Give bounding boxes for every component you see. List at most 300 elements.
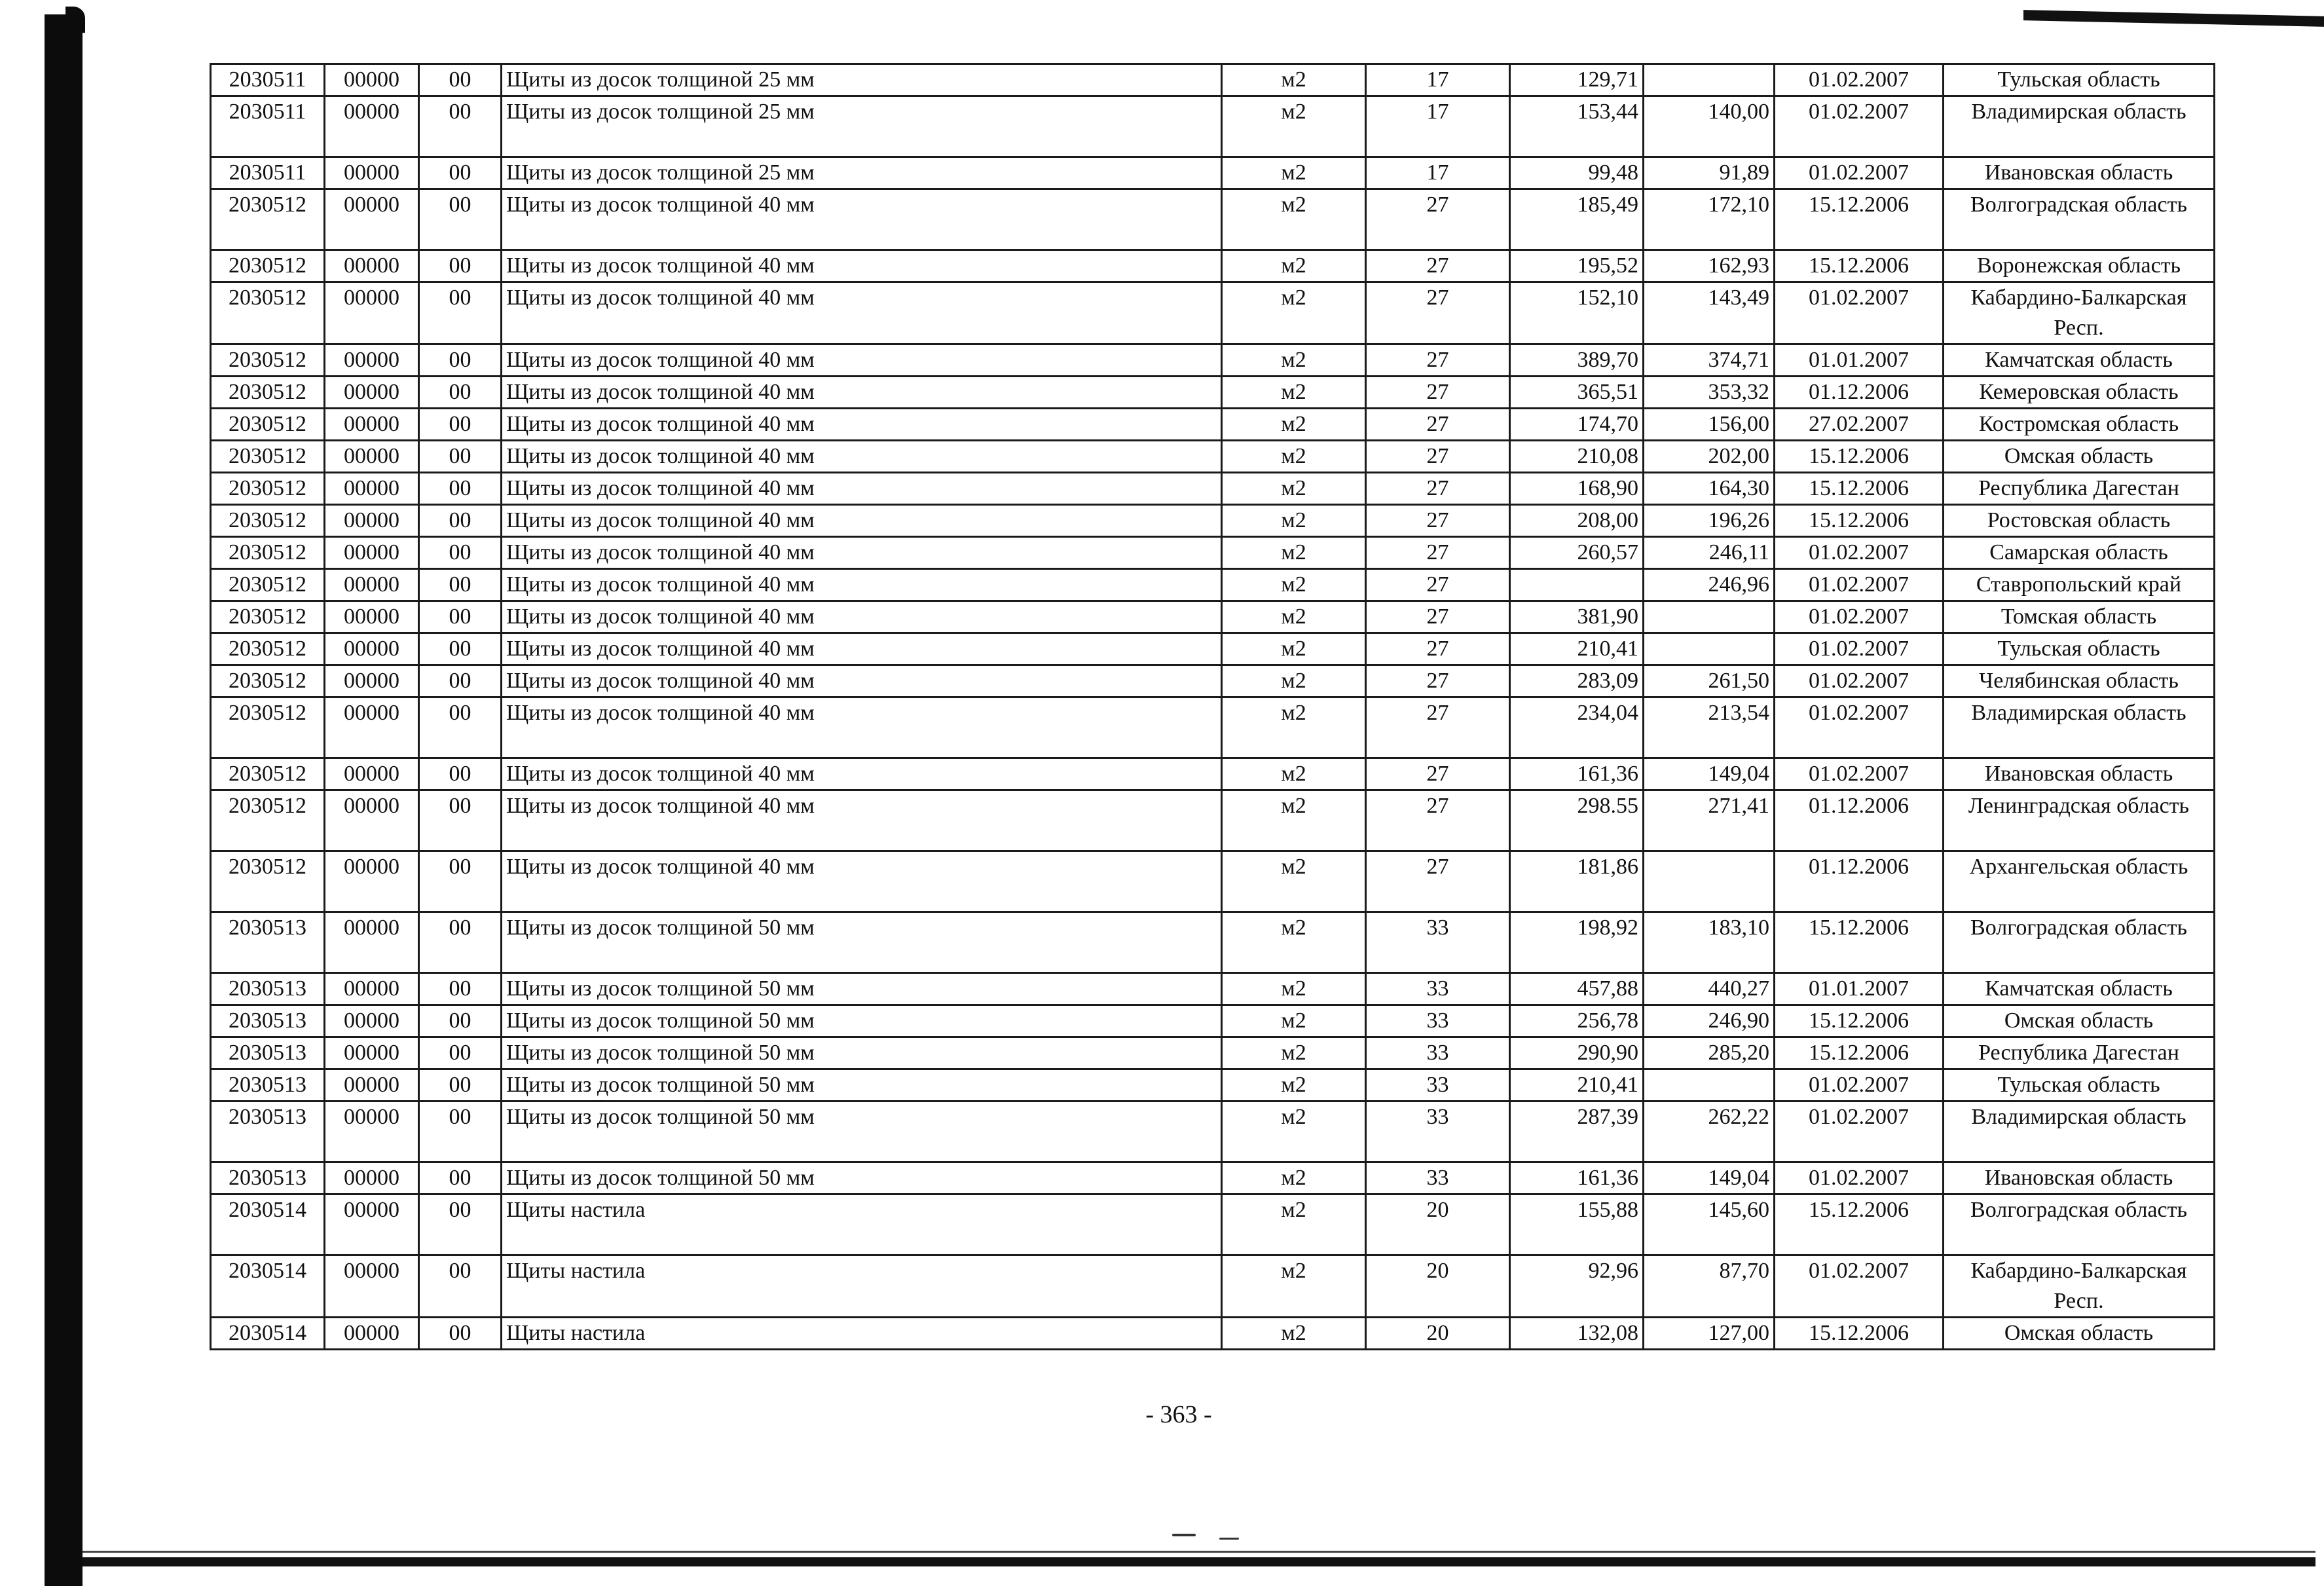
weight-cell: 27 — [1366, 344, 1510, 377]
unit-cell: м2 — [1222, 282, 1366, 344]
table-row — [211, 1318, 2215, 1350]
index-cell: 00 — [419, 1101, 502, 1162]
date-cell: 01.01.2007 — [1775, 344, 1944, 377]
price-with-vat-cell: 287,39 — [1510, 1101, 1644, 1162]
index-cell: 00 — [419, 601, 502, 633]
price-with-vat-cell: 181,86 — [1510, 851, 1644, 912]
material-name-cell: Щиты из досок толщиной 25 мм — [502, 157, 1222, 189]
table-row — [211, 851, 2215, 912]
date-cell: 15.12.2006 — [1775, 1318, 1944, 1350]
material-code-cell: 2030512 — [211, 282, 325, 344]
subcode-cell: 00000 — [325, 250, 419, 282]
price-without-vat-cell: 196,26 — [1644, 505, 1775, 537]
material-name-cell: Щиты из досок толщиной 40 мм — [502, 790, 1222, 851]
material-code-cell: 2030512 — [211, 633, 325, 665]
unit-cell: м2 — [1222, 1005, 1366, 1037]
unit-cell: м2 — [1222, 64, 1366, 96]
material-code-cell: 2030512 — [211, 473, 325, 505]
weight-cell: 33 — [1366, 1101, 1510, 1162]
subcode-cell: 00000 — [325, 1037, 419, 1069]
weight-cell: 27 — [1366, 851, 1510, 912]
table-row — [211, 633, 2215, 665]
table-row — [211, 1037, 2215, 1069]
table-body — [211, 64, 2215, 1350]
price-without-vat-cell: 213,54 — [1644, 697, 1775, 758]
price-with-vat-cell: 290,90 — [1510, 1037, 1644, 1069]
date-cell: 01.02.2007 — [1775, 758, 1944, 790]
unit-cell: м2 — [1222, 537, 1366, 569]
unit-cell: м2 — [1222, 697, 1366, 758]
weight-cell: 27 — [1366, 601, 1510, 633]
price-with-vat-cell: 129,71 — [1510, 64, 1644, 96]
price-without-vat-cell: 172,10 — [1644, 189, 1775, 250]
unit-cell: м2 — [1222, 912, 1366, 973]
material-name-cell: Щиты из досок толщиной 40 мм — [502, 697, 1222, 758]
material-code-cell: 2030512 — [211, 697, 325, 758]
weight-cell: 33 — [1366, 1069, 1510, 1101]
date-cell: 01.02.2007 — [1775, 569, 1944, 601]
material-name-cell: Щиты настила — [502, 1318, 1222, 1350]
price-with-vat-cell: 195,52 — [1510, 250, 1644, 282]
price-without-vat-cell: 374,71 — [1644, 344, 1775, 377]
price-with-vat-cell: 185,49 — [1510, 189, 1644, 250]
price-sheet — [210, 63, 2213, 1350]
date-cell: 01.12.2006 — [1775, 790, 1944, 851]
unit-cell: м2 — [1222, 409, 1366, 441]
price-without-vat-cell: 91,89 — [1644, 157, 1775, 189]
weight-cell: 27 — [1366, 665, 1510, 697]
date-cell: 01.02.2007 — [1775, 282, 1944, 344]
region-cell: Владимирская область — [1944, 96, 2215, 157]
index-cell: 00 — [419, 1069, 502, 1101]
subcode-cell: 00000 — [325, 851, 419, 912]
table-row — [211, 1069, 2215, 1101]
weight-cell: 33 — [1366, 1162, 1510, 1194]
weight-cell: 33 — [1366, 1005, 1510, 1037]
material-code-cell: 2030512 — [211, 665, 325, 697]
material-name-cell: Щиты из досок толщиной 50 мм — [502, 973, 1222, 1005]
index-cell: 00 — [419, 157, 502, 189]
price-without-vat-cell — [1644, 1069, 1775, 1101]
material-code-cell: 2030512 — [211, 758, 325, 790]
price-with-vat-cell — [1510, 569, 1644, 601]
price-without-vat-cell: 149,04 — [1644, 1162, 1775, 1194]
unit-cell: м2 — [1222, 157, 1366, 189]
region-cell: Ставропольский край — [1944, 569, 2215, 601]
material-code-cell: 2030512 — [211, 377, 325, 409]
weight-cell: 27 — [1366, 250, 1510, 282]
region-cell: Кабардино-Балкарская Респ. — [1944, 282, 2215, 344]
index-cell: 00 — [419, 665, 502, 697]
table-row — [211, 189, 2215, 250]
date-cell: 15.12.2006 — [1775, 189, 1944, 250]
subcode-cell: 00000 — [325, 1255, 419, 1318]
date-cell: 15.12.2006 — [1775, 1194, 1944, 1255]
material-code-cell: 2030512 — [211, 344, 325, 377]
weight-cell: 27 — [1366, 409, 1510, 441]
material-name-cell: Щиты из досок толщиной 40 мм — [502, 758, 1222, 790]
table-row — [211, 377, 2215, 409]
material-name-cell: Щиты из досок толщиной 25 мм — [502, 96, 1222, 157]
subcode-cell: 00000 — [325, 377, 419, 409]
price-without-vat-cell: 143,49 — [1644, 282, 1775, 344]
subcode-cell: 00000 — [325, 441, 419, 473]
subcode-cell: 00000 — [325, 601, 419, 633]
date-cell: 01.02.2007 — [1775, 665, 1944, 697]
material-code-cell: 2030512 — [211, 790, 325, 851]
table-row — [211, 790, 2215, 851]
index-cell: 00 — [419, 282, 502, 344]
material-code-cell: 2030512 — [211, 505, 325, 537]
weight-cell: 27 — [1366, 473, 1510, 505]
date-cell: 01.02.2007 — [1775, 601, 1944, 633]
price-without-vat-cell: 127,00 — [1644, 1318, 1775, 1350]
material-name-cell: Щиты из досок толщиной 50 мм — [502, 1162, 1222, 1194]
region-cell: Республика Дагестан — [1944, 473, 2215, 505]
scan-speck — [1219, 1538, 1239, 1540]
material-name-cell: Щиты из досок толщиной 50 мм — [502, 1101, 1222, 1162]
table-row — [211, 250, 2215, 282]
date-cell: 01.02.2007 — [1775, 1069, 1944, 1101]
region-cell: Владимирская область — [1944, 697, 2215, 758]
price-without-vat-cell: 440,27 — [1644, 973, 1775, 1005]
price-without-vat-cell: 87,70 — [1644, 1255, 1775, 1318]
index-cell: 00 — [419, 851, 502, 912]
material-name-cell: Щиты из досок толщиной 40 мм — [502, 189, 1222, 250]
region-cell: Тульская область — [1944, 633, 2215, 665]
unit-cell: м2 — [1222, 633, 1366, 665]
price-with-vat-cell: 198,92 — [1510, 912, 1644, 973]
weight-cell: 33 — [1366, 1037, 1510, 1069]
date-cell: 15.12.2006 — [1775, 473, 1944, 505]
material-code-cell: 2030511 — [211, 64, 325, 96]
page-number: - 363 - — [1145, 1401, 1212, 1428]
unit-cell: м2 — [1222, 250, 1366, 282]
unit-cell: м2 — [1222, 665, 1366, 697]
subcode-cell: 00000 — [325, 157, 419, 189]
region-cell: Тульская область — [1944, 64, 2215, 96]
unit-cell: м2 — [1222, 1318, 1366, 1350]
unit-cell: м2 — [1222, 851, 1366, 912]
table-row — [211, 537, 2215, 569]
unit-cell: м2 — [1222, 1255, 1366, 1318]
subcode-cell: 00000 — [325, 633, 419, 665]
table-row — [211, 912, 2215, 973]
subcode-cell: 00000 — [325, 912, 419, 973]
price-with-vat-cell: 153,44 — [1510, 96, 1644, 157]
date-cell: 01.01.2007 — [1775, 973, 1944, 1005]
price-with-vat-cell: 208,00 — [1510, 505, 1644, 537]
weight-cell: 27 — [1366, 790, 1510, 851]
region-cell: Волгоградская область — [1944, 912, 2215, 973]
price-with-vat-cell: 260,57 — [1510, 537, 1644, 569]
material-name-cell: Щиты из досок толщиной 40 мм — [502, 505, 1222, 537]
subcode-cell: 00000 — [325, 1101, 419, 1162]
table-row — [211, 96, 2215, 157]
material-name-cell: Щиты из досок толщиной 40 мм — [502, 377, 1222, 409]
index-cell: 00 — [419, 1037, 502, 1069]
table-row — [211, 157, 2215, 189]
weight-cell: 20 — [1366, 1194, 1510, 1255]
table-row — [211, 473, 2215, 505]
region-cell: Ростовская область — [1944, 505, 2215, 537]
region-cell: Ивановская область — [1944, 1162, 2215, 1194]
unit-cell: м2 — [1222, 377, 1366, 409]
date-cell: 01.02.2007 — [1775, 96, 1944, 157]
material-code-cell: 2030512 — [211, 569, 325, 601]
material-code-cell: 2030512 — [211, 851, 325, 912]
index-cell: 00 — [419, 473, 502, 505]
material-name-cell: Щиты из досок толщиной 40 мм — [502, 601, 1222, 633]
index-cell: 00 — [419, 505, 502, 537]
material-name-cell: Щиты из досок толщиной 40 мм — [502, 851, 1222, 912]
unit-cell: м2 — [1222, 96, 1366, 157]
region-cell: Омская область — [1944, 1318, 2215, 1350]
material-code-cell: 2030513 — [211, 1101, 325, 1162]
price-with-vat-cell: 155,88 — [1510, 1194, 1644, 1255]
subcode-cell: 00000 — [325, 1069, 419, 1101]
region-cell: Костромская область — [1944, 409, 2215, 441]
subcode-cell: 00000 — [325, 1194, 419, 1255]
date-cell: 15.12.2006 — [1775, 441, 1944, 473]
table-row — [211, 665, 2215, 697]
index-cell: 00 — [419, 1194, 502, 1255]
unit-cell: м2 — [1222, 473, 1366, 505]
table-row — [211, 1101, 2215, 1162]
unit-cell: м2 — [1222, 189, 1366, 250]
date-cell: 01.12.2006 — [1775, 377, 1944, 409]
price-with-vat-cell: 210,41 — [1510, 633, 1644, 665]
unit-cell: м2 — [1222, 1162, 1366, 1194]
weight-cell: 27 — [1366, 758, 1510, 790]
subcode-cell: 00000 — [325, 189, 419, 250]
table-row — [211, 1255, 2215, 1318]
scan-edge-line-bottom — [83, 1557, 2315, 1566]
price-without-vat-cell: 246,11 — [1644, 537, 1775, 569]
material-name-cell: Щиты из досок толщиной 40 мм — [502, 344, 1222, 377]
table-row — [211, 1005, 2215, 1037]
table-row — [211, 441, 2215, 473]
index-cell: 00 — [419, 189, 502, 250]
material-name-cell: Щиты из досок толщиной 40 мм — [502, 537, 1222, 569]
date-cell: 01.02.2007 — [1775, 64, 1944, 96]
price-with-vat-cell: 283,09 — [1510, 665, 1644, 697]
scan-speck — [1172, 1534, 1196, 1536]
price-without-vat-cell: 353,32 — [1644, 377, 1775, 409]
region-cell: Тульская область — [1944, 1069, 2215, 1101]
unit-cell: м2 — [1222, 973, 1366, 1005]
material-code-cell: 2030512 — [211, 409, 325, 441]
price-without-vat-cell: 145,60 — [1644, 1194, 1775, 1255]
weight-cell: 33 — [1366, 912, 1510, 973]
date-cell: 15.12.2006 — [1775, 1005, 1944, 1037]
material-code-cell: 2030514 — [211, 1318, 325, 1350]
weight-cell: 27 — [1366, 697, 1510, 758]
region-cell: Архангельская область — [1944, 851, 2215, 912]
price-without-vat-cell: 261,50 — [1644, 665, 1775, 697]
material-code-cell: 2030513 — [211, 1162, 325, 1194]
price-with-vat-cell: 161,36 — [1510, 758, 1644, 790]
price-without-vat-cell: 285,20 — [1644, 1037, 1775, 1069]
table-row — [211, 758, 2215, 790]
material-name-cell: Щиты из досок толщиной 40 мм — [502, 282, 1222, 344]
price-without-vat-cell — [1644, 851, 1775, 912]
material-name-cell: Щиты из досок толщиной 40 мм — [502, 441, 1222, 473]
material-name-cell: Щиты из досок толщиной 50 мм — [502, 1069, 1222, 1101]
price-with-vat-cell: 132,08 — [1510, 1318, 1644, 1350]
unit-cell: м2 — [1222, 344, 1366, 377]
region-cell: Ивановская область — [1944, 758, 2215, 790]
table-row — [211, 1194, 2215, 1255]
material-name-cell: Щиты настила — [502, 1255, 1222, 1318]
price-without-vat-cell: 262,22 — [1644, 1101, 1775, 1162]
unit-cell: м2 — [1222, 1101, 1366, 1162]
material-name-cell: Щиты из досок толщиной 50 мм — [502, 912, 1222, 973]
price-with-vat-cell: 381,90 — [1510, 601, 1644, 633]
price-without-vat-cell: 202,00 — [1644, 441, 1775, 473]
material-code-cell: 2030512 — [211, 189, 325, 250]
weight-cell: 27 — [1366, 441, 1510, 473]
date-cell: 01.02.2007 — [1775, 1255, 1944, 1318]
material-code-cell: 2030512 — [211, 250, 325, 282]
region-cell: Республика Дагестан — [1944, 1037, 2215, 1069]
price-without-vat-cell — [1644, 601, 1775, 633]
index-cell: 00 — [419, 64, 502, 96]
price-with-vat-cell: 298.55 — [1510, 790, 1644, 851]
price-without-vat-cell: 164,30 — [1644, 473, 1775, 505]
date-cell: 01.02.2007 — [1775, 697, 1944, 758]
subcode-cell: 00000 — [325, 344, 419, 377]
price-without-vat-cell: 183,10 — [1644, 912, 1775, 973]
subcode-cell: 00000 — [325, 697, 419, 758]
unit-cell: м2 — [1222, 569, 1366, 601]
region-cell: Омская область — [1944, 441, 2215, 473]
price-without-vat-cell: 246,90 — [1644, 1005, 1775, 1037]
table-row — [211, 1162, 2215, 1194]
weight-cell: 17 — [1366, 96, 1510, 157]
index-cell: 00 — [419, 697, 502, 758]
material-name-cell: Щиты из досок толщиной 25 мм — [502, 64, 1222, 96]
index-cell: 00 — [419, 96, 502, 157]
price-with-vat-cell: 152,10 — [1510, 282, 1644, 344]
weight-cell: 27 — [1366, 505, 1510, 537]
unit-cell: м2 — [1222, 1069, 1366, 1101]
material-name-cell: Щиты из досок толщиной 40 мм — [502, 633, 1222, 665]
material-name-cell: Щиты из досок толщиной 40 мм — [502, 473, 1222, 505]
price-table — [210, 63, 2215, 1350]
price-without-vat-cell: 156,00 — [1644, 409, 1775, 441]
material-code-cell: 2030511 — [211, 96, 325, 157]
region-cell: Кемеровская область — [1944, 377, 2215, 409]
price-without-vat-cell: 149,04 — [1644, 758, 1775, 790]
price-with-vat-cell: 389,70 — [1510, 344, 1644, 377]
table-row — [211, 505, 2215, 537]
index-cell: 00 — [419, 377, 502, 409]
subcode-cell: 00000 — [325, 409, 419, 441]
date-cell: 01.12.2006 — [1775, 851, 1944, 912]
weight-cell: 27 — [1366, 282, 1510, 344]
material-code-cell: 2030511 — [211, 157, 325, 189]
subcode-cell: 00000 — [325, 64, 419, 96]
material-name-cell: Щиты настила — [502, 1194, 1222, 1255]
region-cell: Самарская область — [1944, 537, 2215, 569]
scan-edge-line-top — [2023, 10, 2324, 27]
table-row — [211, 569, 2215, 601]
material-name-cell: Щиты из досок толщиной 50 мм — [502, 1037, 1222, 1069]
date-cell: 01.02.2007 — [1775, 633, 1944, 665]
subcode-cell: 00000 — [325, 790, 419, 851]
material-code-cell: 2030513 — [211, 1005, 325, 1037]
scan-edge-line-bottom-thin — [83, 1551, 2315, 1553]
region-cell: Камчатская область — [1944, 973, 2215, 1005]
date-cell: 01.02.2007 — [1775, 1162, 1944, 1194]
price-without-vat-cell: 140,00 — [1644, 96, 1775, 157]
table-row — [211, 344, 2215, 377]
date-cell: 01.02.2007 — [1775, 157, 1944, 189]
material-code-cell: 2030514 — [211, 1194, 325, 1255]
date-cell: 15.12.2006 — [1775, 250, 1944, 282]
price-without-vat-cell: 246,96 — [1644, 569, 1775, 601]
region-cell: Челябинская область — [1944, 665, 2215, 697]
material-name-cell: Щиты из досок толщиной 40 мм — [502, 665, 1222, 697]
material-code-cell: 2030513 — [211, 912, 325, 973]
unit-cell: м2 — [1222, 790, 1366, 851]
subcode-cell: 00000 — [325, 758, 419, 790]
index-cell: 00 — [419, 912, 502, 973]
table-row — [211, 409, 2215, 441]
date-cell: 27.02.2007 — [1775, 409, 1944, 441]
weight-cell: 17 — [1366, 157, 1510, 189]
region-cell: Камчатская область — [1944, 344, 2215, 377]
index-cell: 00 — [419, 1318, 502, 1350]
subcode-cell: 00000 — [325, 1162, 419, 1194]
price-with-vat-cell: 365,51 — [1510, 377, 1644, 409]
material-name-cell: Щиты из досок толщиной 40 мм — [502, 250, 1222, 282]
region-cell: Кабардино-Балкарская Респ. — [1944, 1255, 2215, 1318]
weight-cell: 20 — [1366, 1318, 1510, 1350]
material-code-cell: 2030514 — [211, 1255, 325, 1318]
subcode-cell: 00000 — [325, 473, 419, 505]
date-cell: 15.12.2006 — [1775, 505, 1944, 537]
weight-cell: 27 — [1366, 633, 1510, 665]
price-with-vat-cell: 234,04 — [1510, 697, 1644, 758]
region-cell: Владимирская область — [1944, 1101, 2215, 1162]
index-cell: 00 — [419, 973, 502, 1005]
index-cell: 00 — [419, 1255, 502, 1318]
price-without-vat-cell — [1644, 64, 1775, 96]
subcode-cell: 00000 — [325, 665, 419, 697]
unit-cell: м2 — [1222, 1037, 1366, 1069]
index-cell: 00 — [419, 758, 502, 790]
table-row — [211, 601, 2215, 633]
price-with-vat-cell: 99,48 — [1510, 157, 1644, 189]
material-name-cell: Щиты из досок толщиной 40 мм — [502, 569, 1222, 601]
date-cell: 15.12.2006 — [1775, 912, 1944, 973]
region-cell: Ленинградская область — [1944, 790, 2215, 851]
index-cell: 00 — [419, 1162, 502, 1194]
weight-cell: 27 — [1366, 377, 1510, 409]
subcode-cell: 00000 — [325, 96, 419, 157]
price-with-vat-cell: 161,36 — [1510, 1162, 1644, 1194]
subcode-cell: 00000 — [325, 1005, 419, 1037]
date-cell: 01.02.2007 — [1775, 537, 1944, 569]
scan-edge-shadow — [45, 14, 83, 1586]
region-cell: Воронежская область — [1944, 250, 2215, 282]
scan-edge-shadow-tip — [65, 7, 85, 33]
date-cell: 15.12.2006 — [1775, 1037, 1944, 1069]
price-without-vat-cell — [1644, 633, 1775, 665]
index-cell: 00 — [419, 409, 502, 441]
